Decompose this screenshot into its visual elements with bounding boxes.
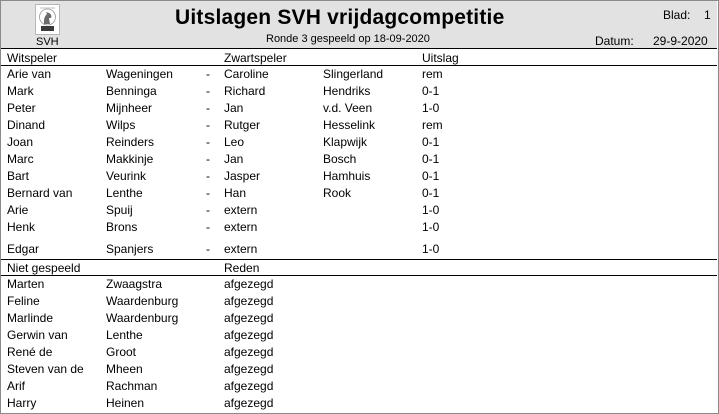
chess-knight-icon (36, 5, 59, 34)
report-header (1, 1, 717, 48)
date-label: Datum: (595, 34, 634, 48)
club-logo (35, 4, 60, 35)
absent-header-name: Niet gespeeld (7, 261, 81, 275)
game-result: 0-1 (422, 169, 440, 183)
absent-header-reason: Reden (224, 261, 260, 275)
absent-last-name: Zwaagstra (106, 277, 163, 291)
absent-reason: afgezegd (224, 294, 274, 308)
black-first-name: Richard (224, 84, 266, 98)
white-first-name: Henk (7, 220, 36, 234)
absent-last-name: Waardenburg (106, 311, 179, 325)
page-number-label: Blad: (663, 8, 691, 22)
black-first-name: Leo (224, 135, 245, 149)
white-first-name: Dinand (7, 118, 46, 132)
absent-first-name: Marlinde (7, 311, 54, 325)
black-first-name: Han (224, 186, 247, 200)
pairing-separator: - (206, 186, 210, 200)
white-last-name: Reinders (106, 135, 155, 149)
black-first-name: extern (224, 242, 258, 256)
pairing-separator: - (206, 152, 210, 166)
black-first-name: Rutger (224, 118, 261, 132)
black-first-name: Jan (224, 101, 244, 115)
pairing-separator: - (206, 242, 210, 256)
black-last-name: Bosch (323, 152, 357, 166)
absent-top-divider (1, 259, 717, 260)
absent-first-name: Marten (7, 277, 45, 291)
white-last-name: Wilps (106, 118, 136, 132)
pairing-separator: - (206, 220, 210, 234)
black-first-name: Caroline (224, 67, 269, 81)
absent-reason: afgezegd (224, 362, 274, 376)
game-result: 0-1 (422, 152, 440, 166)
absent-reason: afgezegd (224, 396, 274, 410)
absent-last-name: Rachman (106, 379, 158, 393)
absent-last-name: Groot (106, 345, 137, 359)
absent-first-name: Steven van de (7, 362, 84, 376)
game-result: 1-0 (422, 220, 440, 234)
page-title: Uitslagen SVH vrijdagcompetitie (175, 6, 505, 29)
absent-first-name: René de (7, 345, 53, 359)
games-header-white: Witspeler (7, 51, 58, 65)
date-value: 29-9-2020 (653, 34, 708, 48)
black-first-name: extern (224, 220, 258, 234)
game-result: 0-1 (422, 186, 440, 200)
absent-first-name: Gerwin van (7, 328, 68, 342)
black-last-name: v.d. Veen (323, 101, 373, 115)
white-last-name: Wageningen (106, 67, 173, 81)
game-result: 0-1 (422, 84, 440, 98)
pairing-separator: - (206, 118, 210, 132)
game-result: 0-1 (422, 135, 440, 149)
games-header-black: Zwartspeler (224, 51, 287, 65)
white-last-name: Spuij (106, 203, 133, 217)
black-last-name: Hamhuis (323, 169, 371, 183)
black-first-name: Jasper (224, 169, 261, 183)
absent-first-name: Feline (7, 294, 40, 308)
absent-last-name: Waardenburg (106, 294, 179, 308)
page-number-value: 1 (704, 8, 711, 22)
white-first-name: Edgar (7, 242, 40, 256)
white-first-name: Joan (7, 135, 34, 149)
black-last-name: Slingerland (323, 67, 384, 81)
pairing-separator: - (206, 67, 210, 81)
pairing-separator: - (206, 135, 210, 149)
header-divider (1, 48, 717, 49)
white-last-name: Mijnheer (106, 101, 153, 115)
black-first-name: extern (224, 203, 258, 217)
absent-last-name: Mheen (106, 362, 143, 376)
game-result: 1-0 (422, 242, 440, 256)
black-last-name: Hendriks (323, 84, 371, 98)
white-first-name: Arie van (7, 67, 52, 81)
white-first-name: Mark (7, 84, 34, 98)
white-last-name: Lenthe (106, 186, 143, 200)
absent-reason: afgezegd (224, 379, 274, 393)
round-subtitle: Ronde 3 gespeeld op 18-09-2020 (266, 33, 430, 45)
white-last-name: Brons (106, 220, 138, 234)
pairing-separator: - (206, 203, 210, 217)
game-result: 1-0 (422, 203, 440, 217)
game-result: 1-0 (422, 101, 440, 115)
white-first-name: Peter (7, 101, 36, 115)
pairing-separator: - (206, 84, 210, 98)
black-last-name: Rook (323, 186, 352, 200)
absent-last-name: Lenthe (106, 328, 143, 342)
absent-header-divider (1, 275, 717, 276)
game-result: rem (422, 67, 443, 81)
black-first-name: Jan (224, 152, 244, 166)
game-result: rem (422, 118, 443, 132)
white-first-name: Bart (7, 169, 30, 183)
white-last-name: Makkinje (106, 152, 154, 166)
absent-reason: afgezegd (224, 345, 274, 359)
white-last-name: Spanjers (106, 242, 154, 256)
white-last-name: Veurink (106, 169, 147, 183)
white-first-name: Bernard van (7, 186, 73, 200)
white-first-name: Arie (7, 203, 29, 217)
white-first-name: Marc (7, 152, 34, 166)
absent-first-name: Arif (7, 379, 25, 393)
pairing-separator: - (206, 169, 210, 183)
absent-reason: afgezegd (224, 311, 274, 325)
pairing-separator: - (206, 101, 210, 115)
logo-caption: SVH (36, 36, 59, 48)
games-header-divider (1, 65, 717, 66)
absent-last-name: Heinen (106, 396, 145, 410)
absent-first-name: Harry (7, 396, 37, 410)
absent-reason: afgezegd (224, 328, 274, 342)
black-last-name: Hesselink (323, 118, 376, 132)
black-last-name: Klapwijk (323, 135, 368, 149)
white-last-name: Benninga (106, 84, 157, 98)
absent-reason: afgezegd (224, 277, 274, 291)
games-header-result: Uitslag (422, 51, 459, 65)
